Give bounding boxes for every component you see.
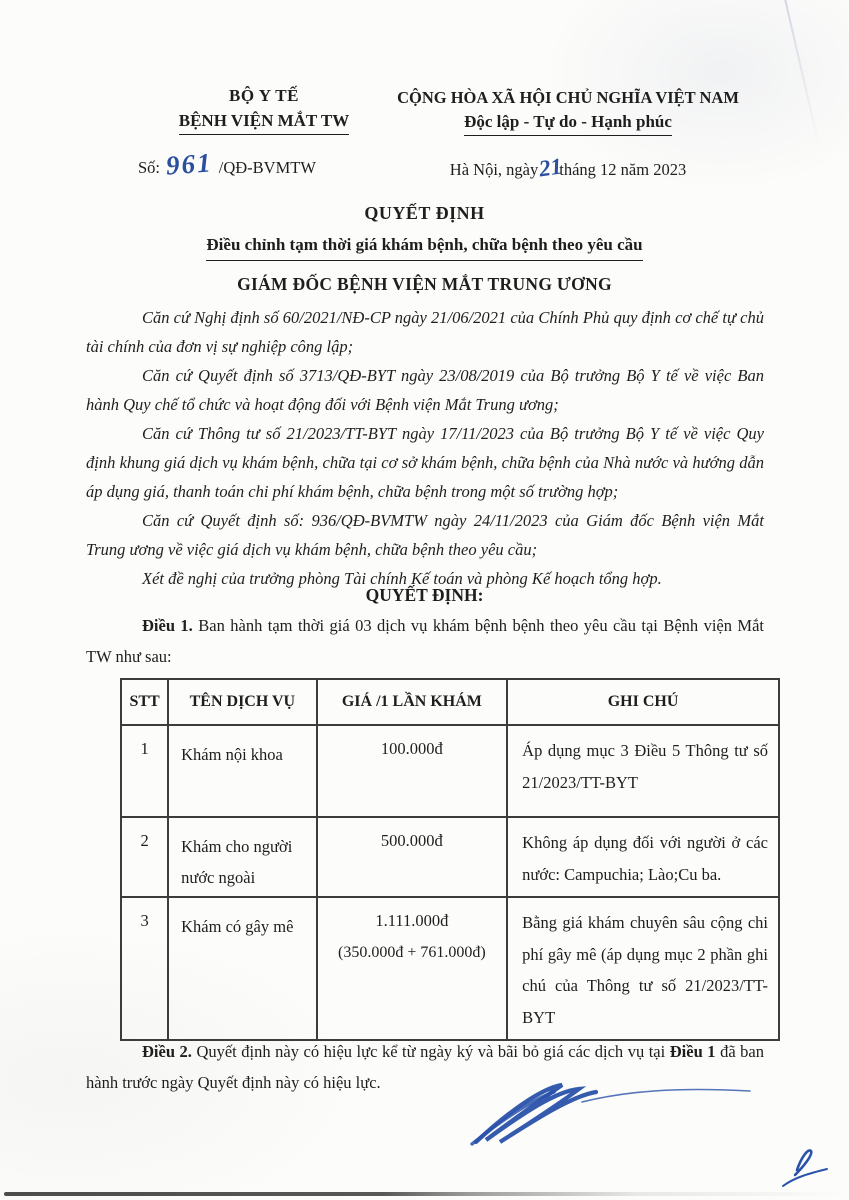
preamble-paragraph: Căn cứ Quyết định số: 936/QĐ-BVMTW ngày 24/11/2023 của Giám đốc Bệnh viện Mắt Trung ương về việc giá dịch vụ khám bệnh, chữa bệnh theo yêu cầu; — [86, 511, 764, 559]
paper-crease — [782, 0, 820, 146]
service-price-breakdown: (350.000đ + 761.000đ) — [338, 944, 486, 961]
article-1-text: Ban hành tạm thời giá 03 dịch vụ khám bệnh bệnh theo yêu cầu tại Bệnh viện Mắt TW như sau: — [86, 616, 765, 666]
service-note: Không áp dụng đối với người ở các nước: Campuchia; Lào;Cu ba. — [507, 817, 779, 897]
date-prefix: Hà Nội, ngày — [449, 160, 539, 179]
document-subject: Điều chỉnh tạm thời giá khám bệnh, chữa bệnh theo yêu cầu — [0, 235, 849, 261]
decision-heading: QUYẾT ĐỊNH: — [365, 585, 484, 605]
preamble-paragraph: Xét đề nghị của trưởng phòng Tài chính Kế toán và phòng Kế hoạch tổng hợp. — [142, 569, 662, 588]
document-number-label: Số: — [138, 158, 161, 177]
row-index: 3 — [121, 897, 168, 1040]
table-row — [121, 817, 779, 897]
signature-scribble — [462, 1078, 762, 1153]
column-header-service: TÊN DỊCH VỤ — [168, 679, 316, 725]
preamble-paragraph: Căn cứ Quyết định số 3713/QĐ-BYT ngày 23/08/2019 của Bộ trưởng Bộ Y tế về việc Ban hành Quy chế tổ chức và hoạt động đối với Bệnh viện Mắt Trung ương; — [86, 366, 764, 414]
scanner-edge-line — [4, 1192, 846, 1196]
article-1 — [86, 610, 764, 672]
table-row — [121, 897, 779, 1040]
document-number-suffix: /QĐ-BVMTW — [218, 158, 316, 177]
article-2-label: Điều 2. — [142, 1042, 192, 1061]
handwritten-document-number: 961 — [165, 147, 214, 181]
preamble — [86, 303, 764, 593]
service-price — [317, 897, 508, 1040]
national-title: CỘNG HÒA XÃ HỘI CHỦ NGHĨA VIỆT NAM — [397, 88, 739, 107]
preamble-paragraph: Căn cứ Nghị định số 60/2021/NĐ-CP ngày 21/06/2021 của Chính Phủ quy định cơ chế tự chủ tài chính của đơn vị sự nghiệp công lập; — [86, 308, 764, 356]
table-row — [121, 725, 779, 817]
ink-mark — [775, 1140, 835, 1195]
title-block — [0, 203, 849, 295]
article-1-label: Điều 1. — [142, 616, 193, 635]
document-kind: QUYẾT ĐỊNH — [364, 203, 485, 223]
handwritten-day: 21 — [537, 153, 564, 182]
column-header-price: GIÁ /1 LẦN KHÁM — [317, 679, 508, 725]
preamble-paragraph: Căn cứ Thông tư số 21/2023/TT-BYT ngày 17/11/2023 của Bộ trưởng Bộ Y tế về việc Quy định khung giá dịch vụ khám bệnh, chữa tại cơ sở khám bệnh, chữa bệnh của Nhà nước và hướng dẫn áp dụng giá, thanh toán chi phí khám bệnh, chữa bệnh trong một số trường hợp; — [86, 424, 764, 501]
place-and-date — [368, 153, 768, 182]
service-price: 500.000đ — [317, 817, 508, 897]
ministry-name: BỘ Y TẾ — [229, 86, 299, 105]
service-price-table — [120, 678, 780, 1041]
service-name: Khám nội khoa — [168, 725, 316, 817]
table-header-row — [121, 679, 779, 725]
national-header-block — [368, 88, 768, 136]
national-motto: Độc lập - Tự do - Hạnh phúc — [368, 112, 768, 136]
article-2-text2: đã ban hành trước ngày Quyết định này có hiệu lực. — [86, 1042, 764, 1092]
article-2-text1: Quyết định này có hiệu lực kể từ ngày ký và bãi bỏ giá các dịch vụ tại — [191, 1042, 670, 1061]
column-header-note: GHI CHÚ — [507, 679, 779, 725]
service-note: Bằng giá khám chuyên sâu cộng chi phí gây mê (áp dụng mục 2 phần ghi chú của Thông tư số 21/2023/TT-BYT — [507, 897, 779, 1040]
service-price: 100.000đ — [317, 725, 508, 817]
row-index: 1 — [121, 725, 168, 817]
row-index: 2 — [121, 817, 168, 897]
hospital-name: BỆNH VIỆN MẮT TW — [128, 111, 400, 135]
issuing-agency-block — [128, 86, 400, 135]
document-number — [138, 147, 316, 181]
service-name: Khám cho người nước ngoài — [168, 817, 316, 897]
issuing-authority: GIÁM ĐỐC BỆNH VIỆN MẮT TRUNG ƯƠNG — [237, 274, 612, 294]
date-suffix: tháng 12 năm 2023 — [559, 160, 687, 179]
service-price-main: 1.111.000đ — [375, 911, 449, 930]
service-name: Khám có gây mê — [168, 897, 316, 1040]
column-header-stt: STT — [121, 679, 168, 725]
article-1-reference: Điều 1 — [669, 1042, 716, 1061]
service-note: Áp dụng mục 3 Điều 5 Thông tư số 21/2023/TT-BYT — [507, 725, 779, 817]
